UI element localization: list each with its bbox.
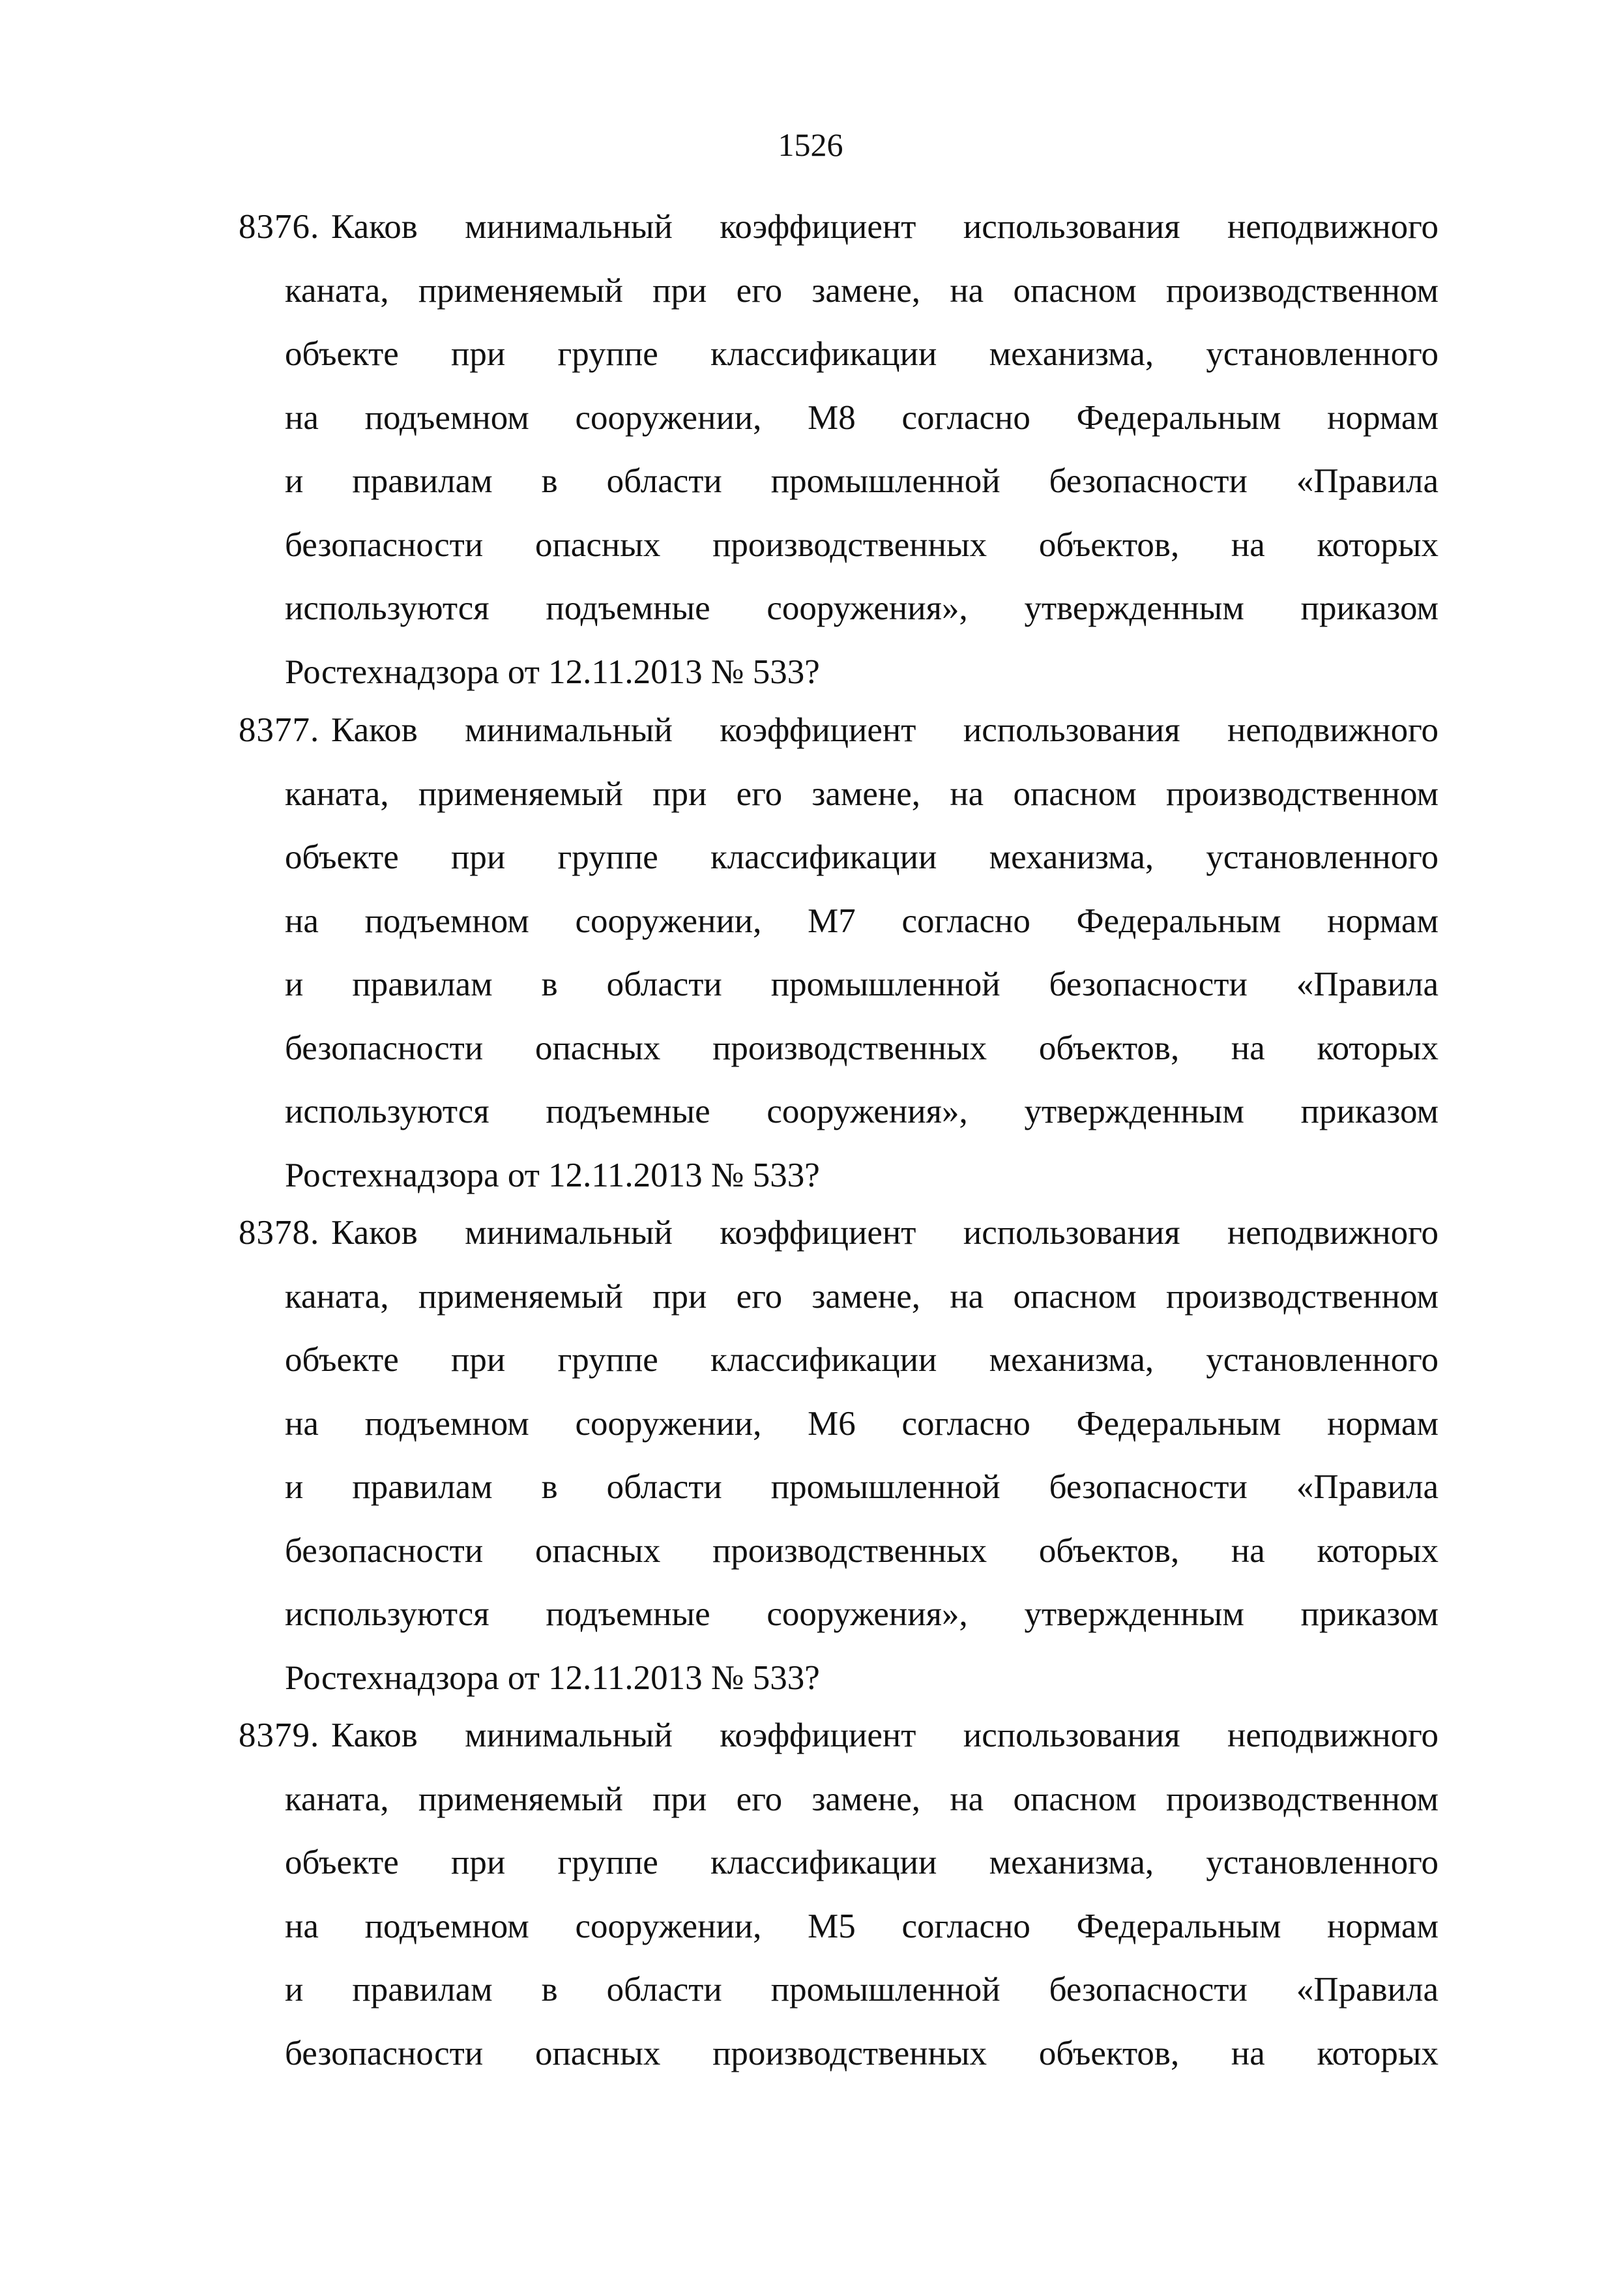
question-text-line: безопасности опасных производственных объектов, на которых <box>285 1531 1438 1570</box>
question-text-line: каната, применяемый при его замене, на опасном производственном <box>285 1780 1438 1818</box>
question-text-line: используются подъемные сооружения», утвержденным приказом <box>285 1093 1438 1130</box>
question-text-line: безопасности опасных производственных объектов, на которых <box>285 525 1438 564</box>
question-text-line: каната, применяемый при его замене, на опасном производственном <box>285 1277 1438 1316</box>
question-text-line: и правилам в области промышленной безопасности «Правила <box>285 965 1438 1003</box>
question-text-line: объекте при группе классификации механизма, установленного <box>285 1844 1438 1881</box>
question-text-line: объекте при группе классификации механизма, установленного <box>285 838 1438 876</box>
question-text-line: и правилам в области промышленной безопасности «Правила <box>285 1468 1438 1506</box>
question-number: 8378. <box>239 1214 320 1252</box>
question-text-line: на подъемном сооружении, М7 согласно Федеральным нормам <box>285 902 1438 940</box>
question-text-line: Каков минимальный коэффициент использования неподвижного <box>331 208 1438 246</box>
question-text-line: Каков минимальный коэффициент использования неподвижного <box>331 711 1438 749</box>
question-text-line: на подъемном сооружении, М6 согласно Федеральным нормам <box>285 1404 1438 1443</box>
question-number: 8379. <box>239 1716 320 1754</box>
question-text-line: используются подъемные сооружения», утвержденным приказом <box>285 1595 1438 1633</box>
question-text-line: безопасности опасных производственных объектов, на которых <box>285 2034 1438 2072</box>
question-text-line: на подъемном сооружении, М5 согласно Федеральным нормам <box>285 1907 1438 1945</box>
question-text-line: Каков минимальный коэффициент использования неподвижного <box>331 1214 1438 1252</box>
question-text-line: Каков минимальный коэффициент использования неподвижного <box>331 1716 1438 1754</box>
question-text-line: безопасности опасных производственных объектов, на которых <box>285 1029 1438 1067</box>
page-number: 1526 <box>778 126 843 163</box>
question-text-line: Ростехнадзора от 12.11.2013 № 533? <box>285 1156 820 1194</box>
question-text-line: каната, применяемый при его замене, на опасном производственном <box>285 271 1438 310</box>
question-text-line: на подъемном сооружении, М8 согласно Федеральным нормам <box>285 398 1438 437</box>
question-text-line: и правилам в области промышленной безопасности «Правила <box>285 462 1438 500</box>
question-text-line: объекте при группе классификации механизма, установленного <box>285 335 1438 373</box>
question-text-line: Ростехнадзора от 12.11.2013 № 533? <box>285 1658 820 1697</box>
question-text-line: и правилам в области промышленной безопасности «Правила <box>285 1971 1438 2009</box>
question-number: 8377. <box>239 711 320 749</box>
question-text-line: используются подъемные сооружения», утвержденным приказом <box>285 589 1438 627</box>
question-text-line: каната, применяемый при его замене, на опасном производственном <box>285 774 1438 813</box>
question-text-line: объекте при группе классификации механизма, установленного <box>285 1341 1438 1379</box>
question-number: 8376. <box>239 208 320 246</box>
question-text-line: Ростехнадзора от 12.11.2013 № 533? <box>285 653 820 691</box>
